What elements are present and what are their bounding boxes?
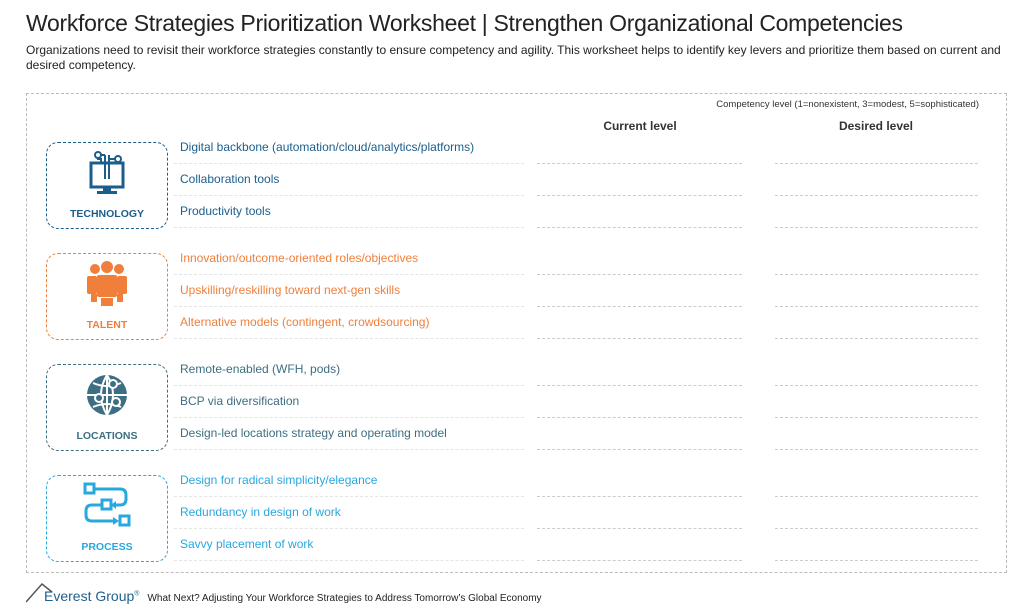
current-level-input[interactable] bbox=[537, 306, 742, 307]
desired-level-input[interactable] bbox=[775, 528, 978, 529]
lever-item: Alternative models (contingent, crowdsourcing) bbox=[180, 315, 430, 329]
globe-pins-icon bbox=[83, 371, 131, 419]
row-divider bbox=[174, 227, 524, 228]
lever-item: Productivity tools bbox=[180, 204, 271, 218]
group-card bbox=[46, 142, 168, 229]
current-level-input[interactable] bbox=[537, 163, 742, 164]
current-level-input[interactable] bbox=[537, 274, 742, 275]
group-label: LOCATIONS bbox=[76, 430, 138, 442]
desired-level-input[interactable] bbox=[775, 560, 978, 561]
brand-reg: ® bbox=[134, 590, 140, 598]
footer-text: What Next? Adjusting Your Workforce Strategies to Address Tomorrow’s Global Economy bbox=[147, 593, 542, 604]
process-flow-icon bbox=[83, 482, 131, 530]
footer-brand bbox=[44, 588, 139, 604]
desired-level-input[interactable] bbox=[775, 274, 978, 275]
desired-level-input[interactable] bbox=[775, 385, 978, 386]
desired-level-header: Desired level bbox=[838, 119, 914, 133]
lever-item: Remote-enabled (WFH, pods) bbox=[180, 362, 341, 376]
brand-name: Everest Group bbox=[44, 588, 135, 604]
lever-item: Collaboration tools bbox=[180, 172, 280, 186]
row-divider bbox=[174, 195, 524, 196]
row-divider bbox=[174, 449, 524, 450]
row-divider bbox=[174, 385, 524, 386]
page-title: Workforce Strategies Prioritization Worksheet | Strengthen Organizational Competencies bbox=[26, 10, 903, 36]
current-level-input[interactable] bbox=[537, 417, 742, 418]
desired-level-input[interactable] bbox=[775, 195, 978, 196]
current-level-header: Current level bbox=[603, 119, 677, 133]
desired-level-input[interactable] bbox=[775, 417, 978, 418]
group-card bbox=[46, 364, 168, 451]
row-divider bbox=[174, 274, 524, 275]
current-level-input[interactable] bbox=[537, 338, 742, 339]
row-divider bbox=[174, 560, 524, 561]
group-process bbox=[0, 475, 1024, 575]
people-group-icon bbox=[83, 260, 131, 308]
current-level-input[interactable] bbox=[537, 385, 742, 386]
group-label: PROCESS bbox=[81, 541, 133, 553]
current-level-input[interactable] bbox=[537, 560, 742, 561]
lever-item: Upskilling/reskilling toward next-gen skills bbox=[180, 283, 401, 297]
group-card bbox=[46, 253, 168, 340]
group-label: TECHNOLOGY bbox=[69, 208, 145, 220]
lever-item: Design for radical simplicity/elegance bbox=[180, 473, 378, 487]
row-divider bbox=[174, 496, 524, 497]
desired-level-input[interactable] bbox=[775, 338, 978, 339]
lever-item: Redundancy in design of work bbox=[180, 505, 341, 519]
subtitle: Organizations need to revisit their workforce strategies constantly to ensure competency and agility. This worksheet helps to identify key levers and prioritize them based on current and desired competency. bbox=[26, 43, 1001, 72]
lever-item: BCP via diversification bbox=[180, 394, 300, 408]
group-talent bbox=[0, 253, 1024, 353]
current-level-input[interactable] bbox=[537, 195, 742, 196]
desired-level-input[interactable] bbox=[775, 227, 978, 228]
group-technology bbox=[0, 142, 1024, 242]
computer-network-icon bbox=[83, 149, 131, 197]
group-locations bbox=[0, 364, 1024, 464]
row-divider bbox=[174, 417, 524, 418]
lever-item: Design-led locations strategy and operating model bbox=[180, 426, 447, 440]
lever-item: Savvy placement of work bbox=[180, 537, 314, 551]
lever-item: Digital backbone (automation/cloud/analytics/platforms) bbox=[180, 140, 475, 154]
current-level-input[interactable] bbox=[537, 227, 742, 228]
current-level-input[interactable] bbox=[537, 528, 742, 529]
current-level-input[interactable] bbox=[537, 449, 742, 450]
current-level-input[interactable] bbox=[537, 496, 742, 497]
lever-item: Innovation/outcome-oriented roles/objectives bbox=[180, 251, 419, 265]
row-divider bbox=[174, 163, 524, 164]
row-divider bbox=[174, 306, 524, 307]
group-label: TALENT bbox=[86, 319, 128, 331]
desired-level-input[interactable] bbox=[775, 306, 978, 307]
desired-level-input[interactable] bbox=[775, 449, 978, 450]
desired-level-input[interactable] bbox=[775, 163, 978, 164]
footer bbox=[44, 588, 542, 604]
group-card bbox=[46, 475, 168, 562]
desired-level-input[interactable] bbox=[775, 496, 978, 497]
competency-note: Competency level (1=nonexistent, 3=modest, 5=sophisticated) bbox=[716, 99, 979, 110]
row-divider bbox=[174, 338, 524, 339]
row-divider bbox=[174, 528, 524, 529]
